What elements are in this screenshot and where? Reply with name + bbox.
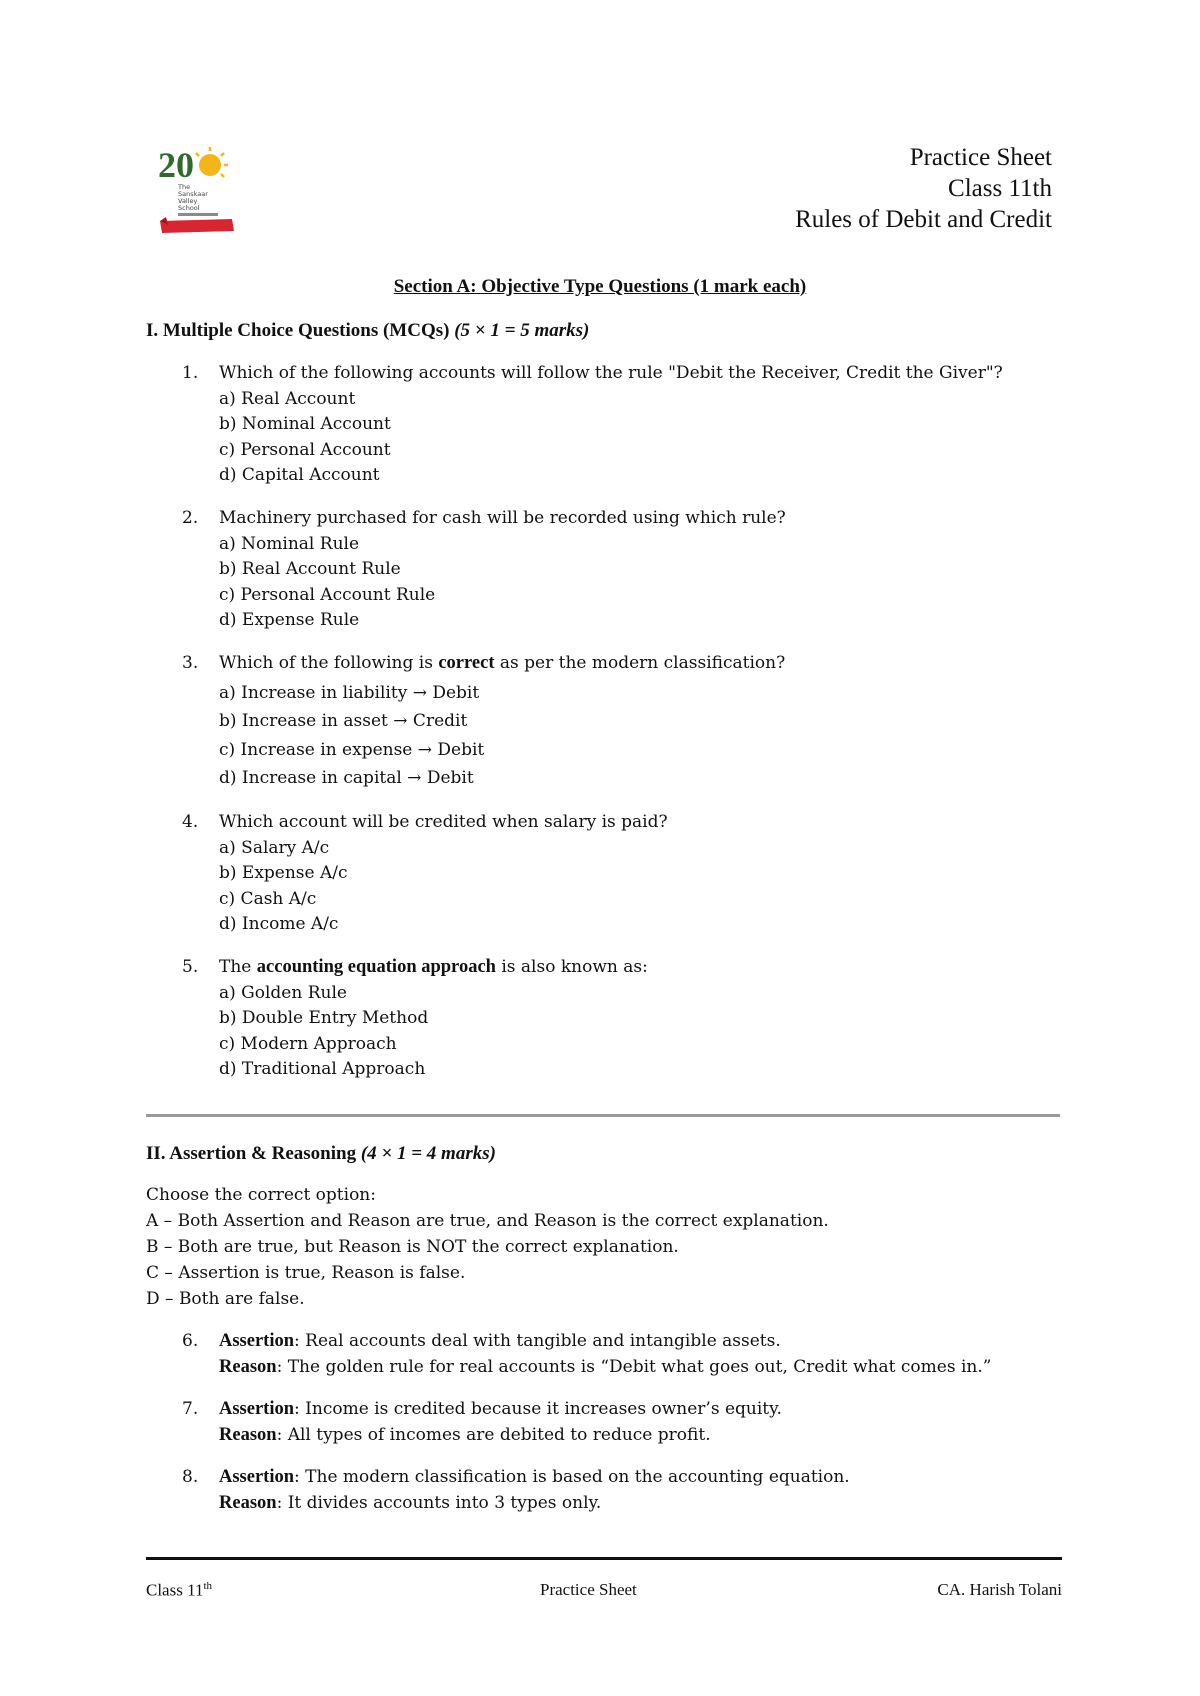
mcq-heading [146,320,589,342]
option: b) Expense A/c [219,863,348,883]
ar-instructions [146,1182,829,1312]
instruction-line: Choose the correct option: [146,1185,376,1205]
option: a) Real Account [219,388,356,409]
sheet-title: Practice Sheet [909,144,1052,171]
option: b) Real Account Rule [219,559,401,579]
question-text: Which of the following is correct as per the modern classification? [219,653,786,673]
option: d) Traditional Approach [219,1059,426,1079]
question-text: Which of the following accounts will follow the rule "Debit the Receiver, Credit the Giver"? [219,363,1003,383]
assertion-text: Assertion: The modern classification is based on the accounting equation. [219,1467,850,1487]
logo-number: 20 [158,145,194,185]
question-number: 2. [182,508,199,528]
question-number: 3. [182,653,199,673]
question-number: 4. [182,812,199,832]
option: d) Capital Account [219,465,380,485]
mcq-heading-text: I. Multiple Choice Questions (MCQs) [146,320,450,341]
option: d) Increase in capital → Debit [219,768,474,788]
option: c) Cash A/c [219,888,317,909]
instruction-line: D – Both are false. [146,1289,305,1309]
ar-heading-text: II. Assertion & Reasoning [146,1143,357,1164]
option: a) Nominal Rule [219,533,360,554]
reason-text: Reason: The golden rule for real accounts is “Debit what goes out, Credit what comes in.” [219,1356,992,1377]
mcq-marks: (5 × 1 = 5 marks) [454,320,590,341]
logo-line: School [178,204,200,212]
footer-right: CA. Harish Tolani [937,1580,1062,1599]
sun-icon [196,147,228,177]
option: d) Income A/c [219,914,339,934]
option: c) Modern Approach [219,1033,397,1054]
ar-heading [146,1143,496,1165]
ribbon-icon [160,219,234,233]
question-text: Machinery purchased for cash will be recorded using which rule? [219,508,786,528]
option: b) Increase in asset → Credit [219,711,468,731]
logo-line: Valley [178,197,198,205]
question-number: 8. [182,1467,199,1487]
option: a) Increase in liability → Debit [219,682,480,703]
question-number: 6. [182,1331,199,1351]
footer-center: Practice Sheet [540,1580,637,1599]
option: c) Personal Account [219,439,391,460]
logo-line: The [178,183,191,191]
question-number: 1. [182,363,199,383]
option: a) Golden Rule [219,982,347,1003]
section-divider [146,1114,1060,1117]
option: a) Salary A/c [219,837,330,858]
assertion-text: Assertion: Real accounts deal with tangible and intangible assets. [219,1331,781,1351]
option: c) Personal Account Rule [219,584,436,605]
school-logo [158,145,236,235]
topic-title: Rules of Debit and Credit [795,206,1052,233]
header-titles [795,142,1052,235]
question-number: 5. [182,957,199,977]
option: c) Increase in expense → Debit [219,739,485,760]
instruction-line: C – Assertion is true, Reason is false. [146,1263,466,1283]
reason-text: Reason: It divides accounts into 3 types only. [219,1492,602,1513]
footer-left: Class 11th [146,1580,213,1600]
footer-rule [146,1557,1062,1560]
option: b) Double Entry Method [219,1008,429,1028]
reason-text: Reason: All types of incomes are debited to reduce profit. [219,1424,711,1445]
question-number: 7. [182,1399,199,1419]
option: b) Nominal Account [219,414,391,434]
class-title: Class 11th [948,175,1052,202]
section-a-heading: Section A: Objective Type Questions (1 mark each) [393,276,807,297]
assertion-text: Assertion: Income is credited because it increases owner’s equity. [219,1399,782,1419]
ar-marks: (4 × 1 = 4 marks) [360,1143,496,1164]
instruction-line: A – Both Assertion and Reason are true, and Reason is the correct explanation. [146,1211,829,1231]
question-text: The accounting equation approach is also known as: [219,957,648,977]
instruction-line: B – Both are true, but Reason is NOT the correct explanation. [146,1237,679,1257]
option: d) Expense Rule [219,610,360,630]
question-text: Which account will be credited when salary is paid? [219,812,668,832]
logo-line: Sanskaar [178,190,208,198]
